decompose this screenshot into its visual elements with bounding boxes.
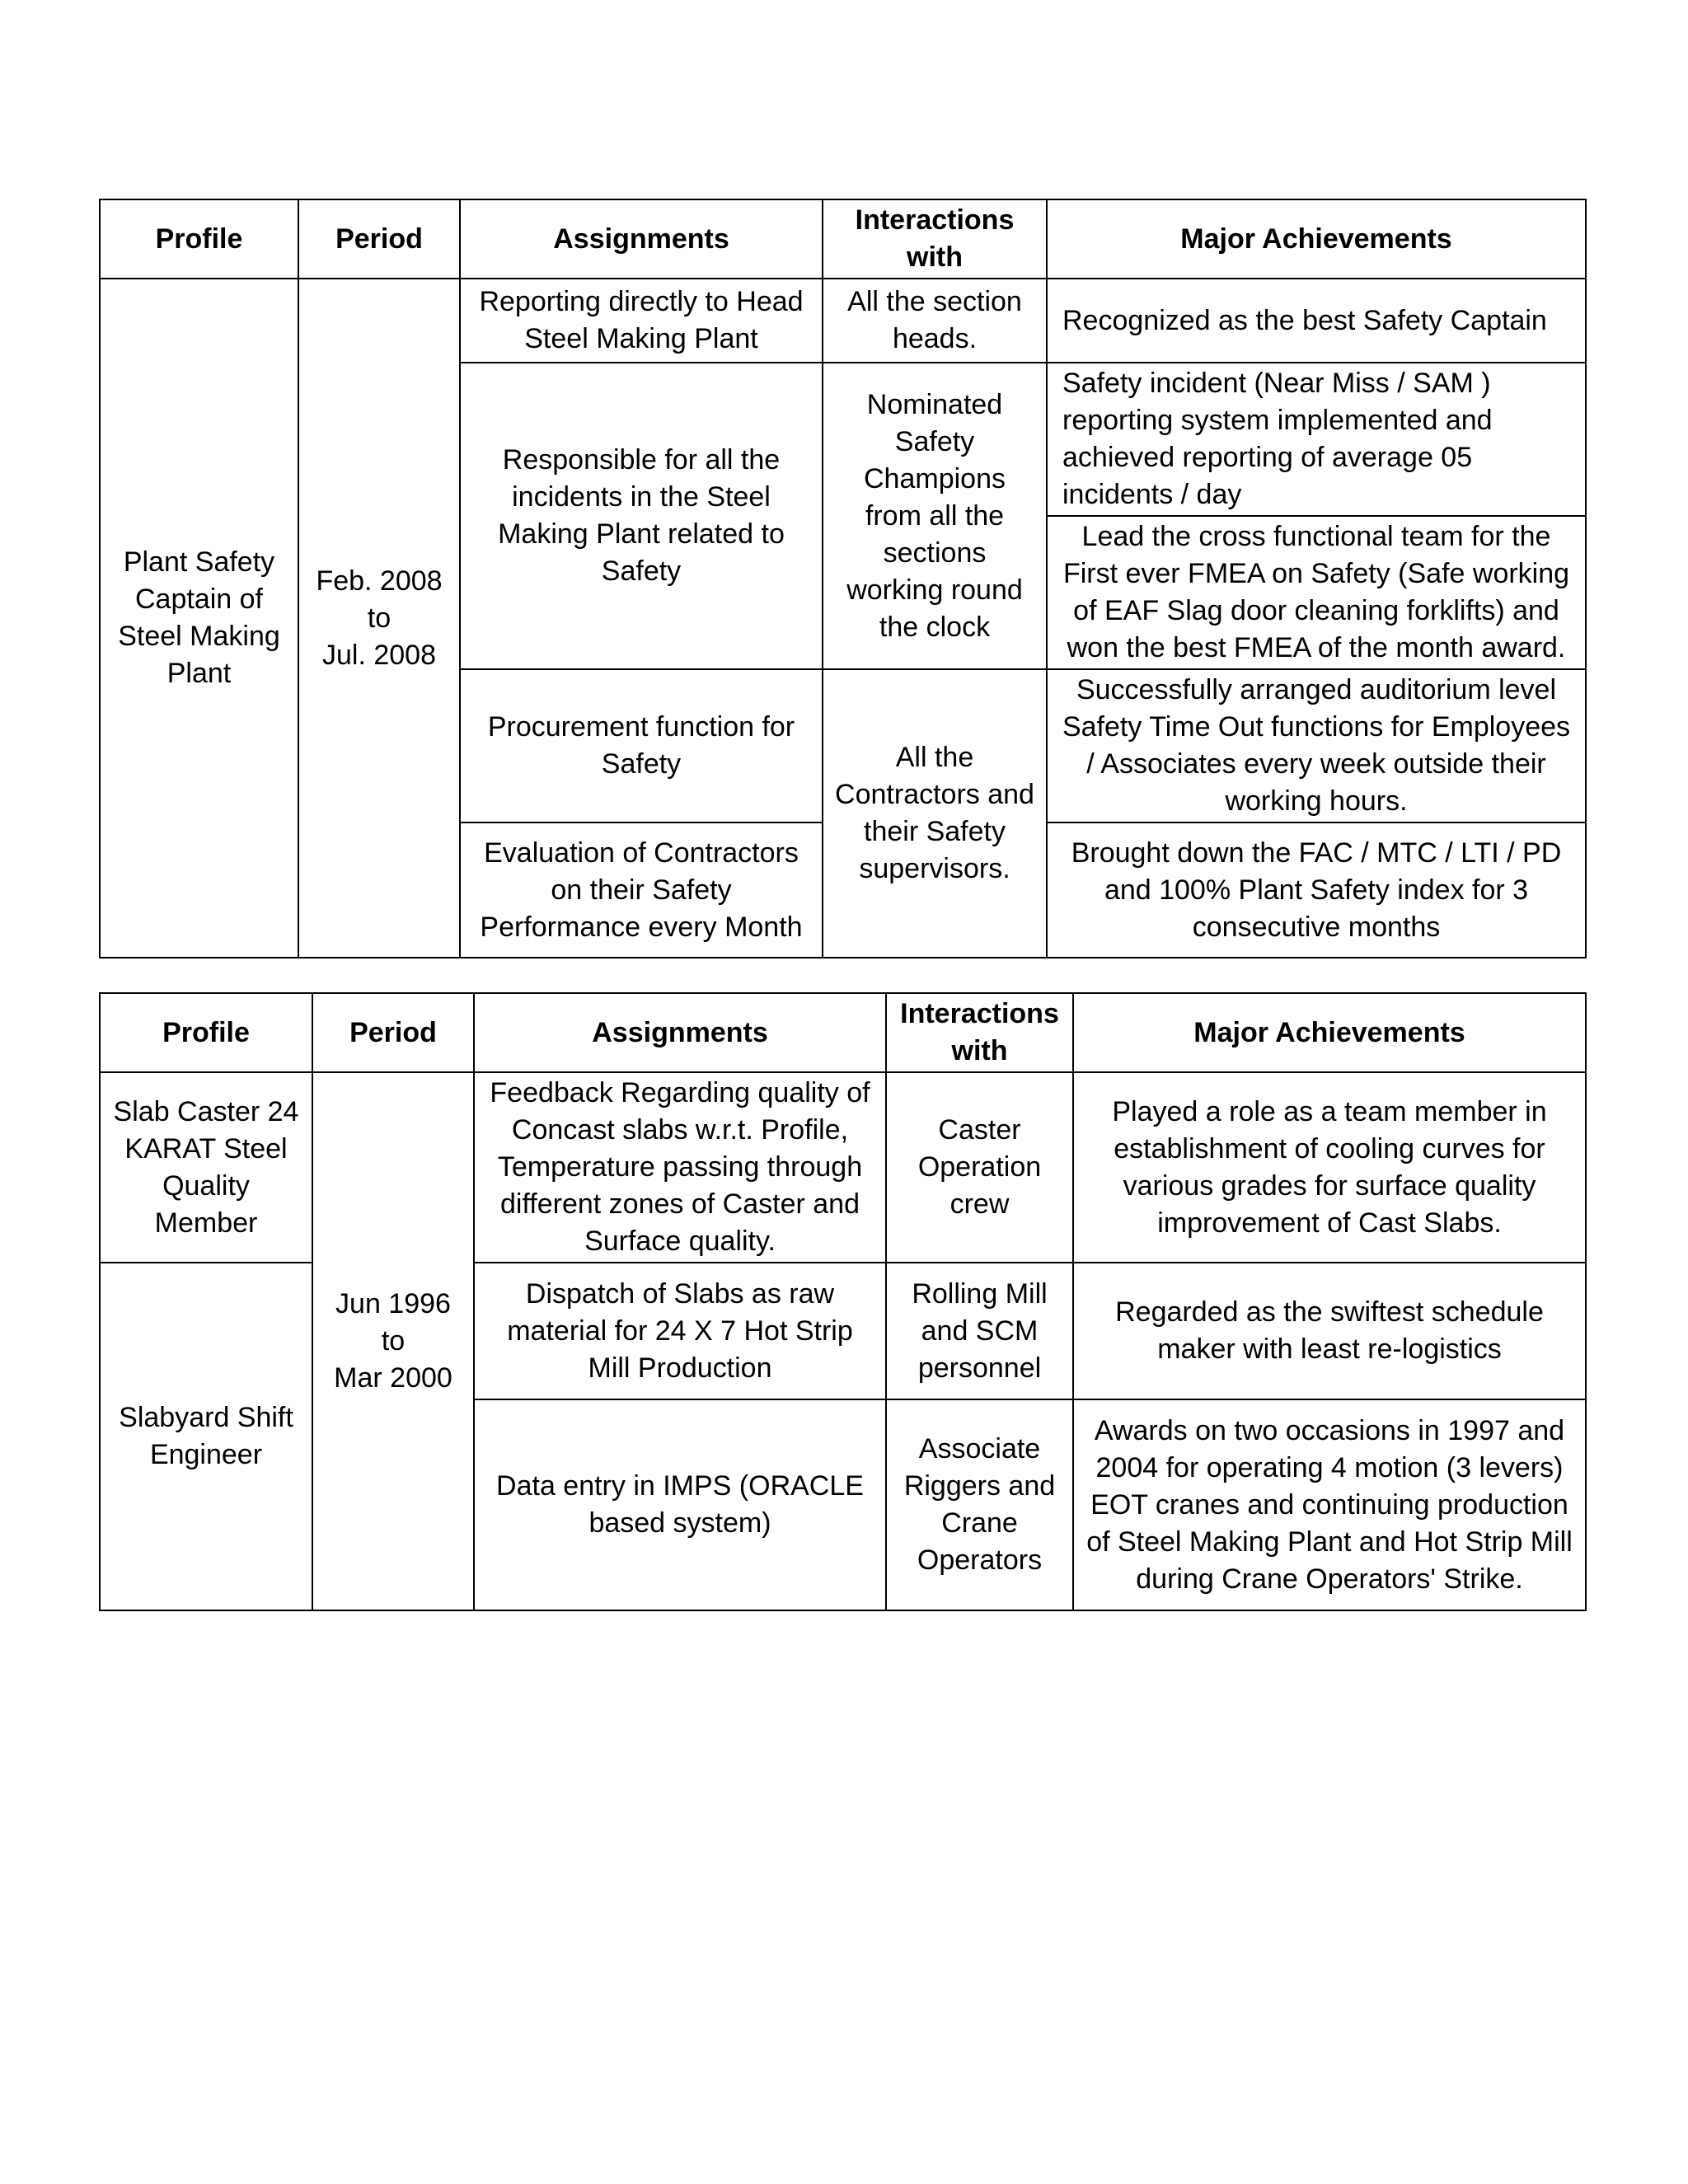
header-assignments: Assignments: [474, 993, 886, 1072]
period-end: Jul. 2008: [322, 639, 436, 671]
achievement-cell: Lead the cross functional team for the First ever FMEA on Safety (Safe working of EAF Slag door cleaning forklifts) and won the best FMEA of the month award.: [1047, 516, 1586, 669]
header-profile: Profile: [100, 199, 298, 279]
interaction-cell: Caster Operation crew: [886, 1072, 1073, 1263]
table-header-row: [100, 199, 1586, 279]
achievement-cell: Regarded as the swiftest schedule maker with least re-logistics: [1073, 1263, 1586, 1399]
period-start: Jun 1996: [335, 1288, 451, 1319]
header-interactions: Interactions with: [823, 199, 1047, 279]
period-cell: [312, 1072, 474, 1610]
assignment-cell: Data entry in IMPS (ORACLE based system): [474, 1399, 886, 1610]
interaction-cell: Rolling Mill and SCM personnel: [886, 1263, 1073, 1399]
table-row: [100, 1072, 1586, 1263]
period-to: to: [367, 602, 392, 634]
header-period: Period: [298, 199, 460, 279]
assignment-cell: Evaluation of Contractors on their Safety Performance every Month: [460, 823, 823, 958]
profile-text: Plant Safety Captain of Steel Making Plant: [118, 546, 280, 689]
achievement-cell: Successfully arranged auditorium level Safety Time Out functions for Employees / Associates every week outside their working hours.: [1047, 669, 1586, 823]
safety-captain-table: [99, 199, 1587, 958]
header-achievements: Major Achievements: [1073, 993, 1586, 1072]
achievement-cell: Safety incident (Near Miss / SAM ) reporting system implemented and achieved reporting of average 05 incidents / day: [1047, 363, 1586, 516]
header-assignments: Assignments: [460, 199, 823, 279]
period-to: to: [381, 1325, 406, 1357]
achievement-cell: Played a role as a team member in establishment of cooling curves for various grades for surface quality improvement of Cast Slabs.: [1073, 1072, 1586, 1263]
assignment-cell: Procurement function for Safety: [460, 669, 823, 823]
interaction-cell: All the Contractors and their Safety supervisors.: [823, 669, 1047, 958]
period-end: Mar 2000: [334, 1362, 452, 1394]
period-cell: [298, 279, 460, 958]
slab-caster-table: [99, 992, 1587, 1611]
assignment-cell: Feedback Regarding quality of Concast slabs w.r.t. Profile, Temperature passing through different zones of Caster and Surface quality.: [474, 1072, 886, 1263]
table-header-row: [100, 993, 1586, 1072]
achievement-cell: Awards on two occasions in 1997 and 2004 for operating 4 motion (3 levers) EOT cranes and continuing production of Steel Making Plant and Hot Strip Mill during Crane Operators' Strike.: [1073, 1399, 1586, 1610]
achievement-cell: Brought down the FAC / MTC / LTI / PD and 100% Plant Safety index for 3 consecutive months: [1047, 823, 1586, 958]
period-start: Feb. 2008: [316, 565, 443, 597]
header-profile: Profile: [100, 993, 312, 1072]
assignment-cell: Dispatch of Slabs as raw material for 24 X 7 Hot Strip Mill Production: [474, 1263, 886, 1399]
header-period: Period: [312, 993, 474, 1072]
interaction-cell: Nominated Safety Champions from all the sections working round the clock: [823, 363, 1047, 669]
achievement-cell: Recognized as the best Safety Captain: [1047, 279, 1586, 363]
header-interactions: Interactions with: [886, 993, 1073, 1072]
profile-cell: [100, 279, 298, 958]
profile-cell: Slab Caster 24 KARAT Steel Quality Member: [100, 1072, 312, 1263]
interaction-cell: Associate Riggers and Crane Operators: [886, 1399, 1073, 1610]
assignment-cell: Responsible for all the incidents in the Steel Making Plant related to Safety: [460, 363, 823, 669]
assignment-cell: Reporting directly to Head Steel Making Plant: [460, 279, 823, 363]
table-row: [100, 279, 1586, 363]
profile-cell: Slabyard Shift Engineer: [100, 1263, 312, 1610]
interaction-cell: All the section heads.: [823, 279, 1047, 363]
header-achievements: Major Achievements: [1047, 199, 1586, 279]
